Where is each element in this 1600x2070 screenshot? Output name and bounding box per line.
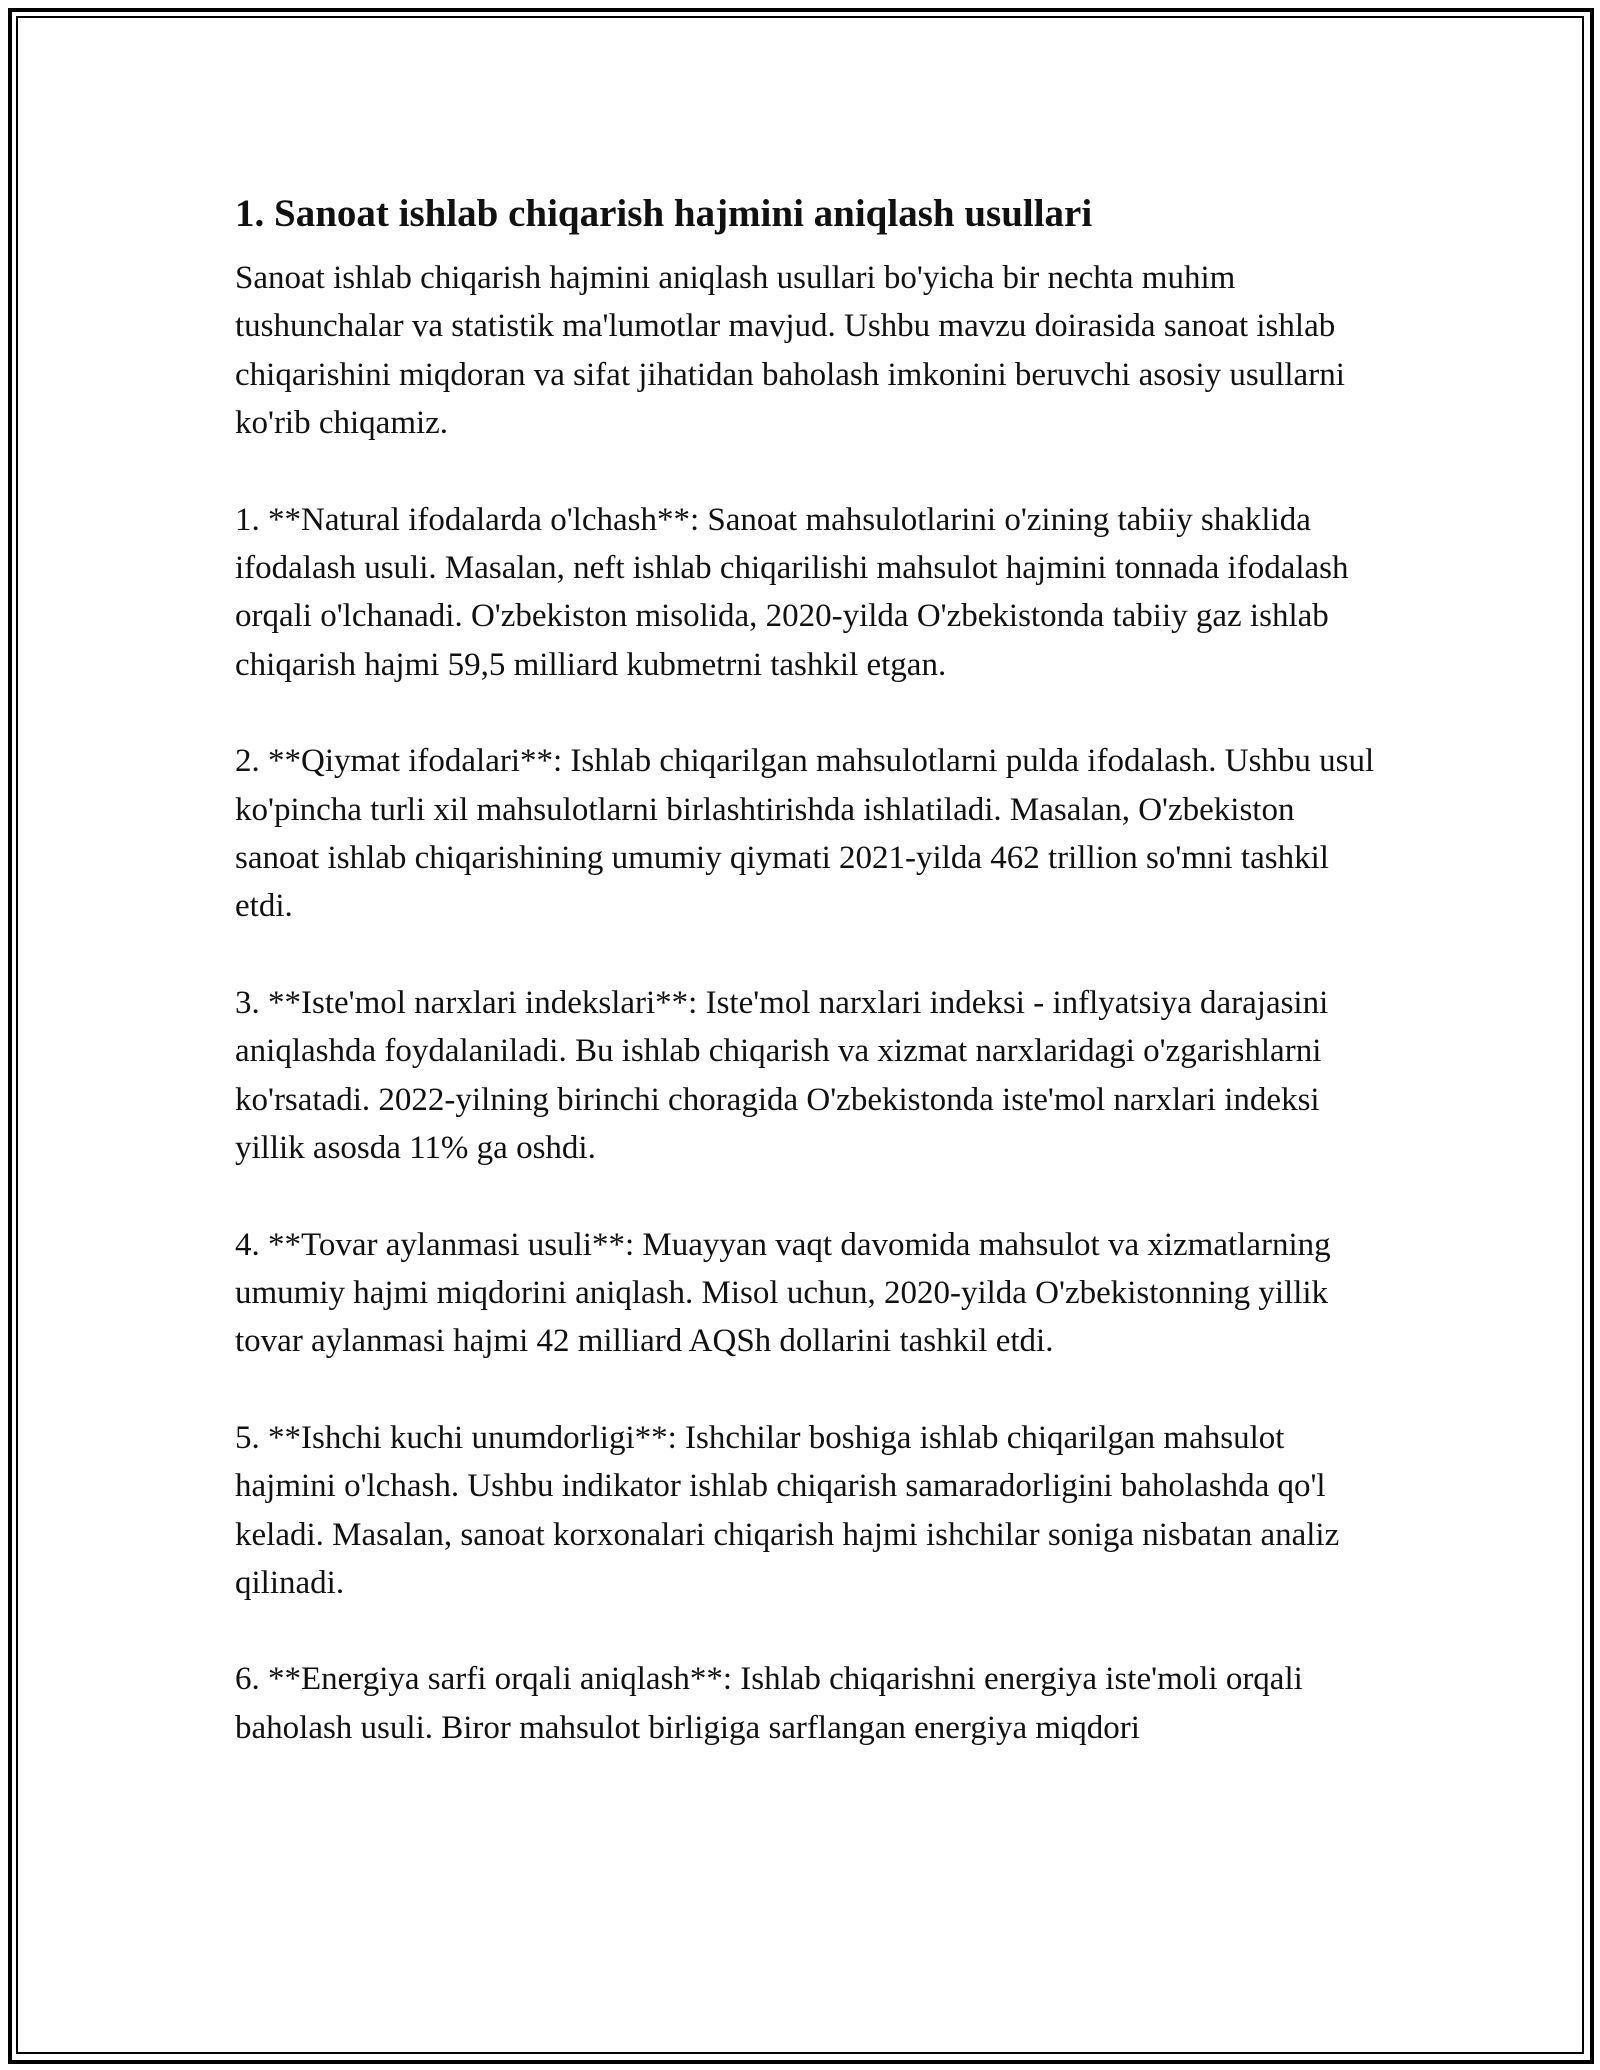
paragraph-trade-turnover: 4. **Tovar aylanmasi usuli**: Muayyan vaqt davomida mahsulot va xizmatlarning umumiy hajmi miqdorini aniqlash. Misol uchun, 2020-yilda O'zbekistonning yillik tovar aylanmasi hajmi 42 milliard AQSh dollarini tashkil etdi. — [235, 1226, 1331, 1360]
paragraph-consumer-price-index: 3. **Iste'mol narxlari indekslari**: Iste'mol narxlari indeksi - inflyatsiya darajasini aniqlashda foydalaniladi. Bu ishlab chiqarish va xizmat narxlaridagi o'zgarishlarni ko'rsatadi. 2022-yilning birinchi choragida O'zbekistonda iste'mol narxlari indeksi yillik asosda 11% ga oshdi. — [235, 984, 1329, 1167]
section-heading: 1. Sanoat ishlab chiqarish hajmini aniqlash usullari — [235, 192, 1093, 235]
paragraph-natural-measurement: 1. **Natural ifodalarda o'lchash**: Sanoat mahsulotlarini o'zining tabiiy shaklida ifodalash usuli. Masalan, neft ishlab chiqarilishi mahsulot hajmini tonnada ifodalash orqali o'lchanadi. O'zbekiston misolida, 2020-yilda O'zbekistonda tabiiy gaz ishlab chiqarish hajmi 59,5 milliard kubmetrni tashkil etgan. — [235, 501, 1349, 683]
paragraph-labor-productivity: 5. **Ishchi kuchi unumdorligi**: Ishchilar boshiga ishlab chiqarilgan mahsulot hajmini o'lchash. Ushbu indikator ishlab chiqarish samaradorligini baholashda qo'l keladi. Masalan, sanoat korxonalari chiqarish hajmi ishchilar soniga nisbatan analiz qilinadi. — [235, 1419, 1340, 1601]
paragraph-energy-consumption: 6. **Energiya sarfi orqali aniqlash**: Ishlab chiqarishni energiya iste'moli orqali baholash usuli. Biror mahsulot birligiga sarflangan energiya miqdori — [235, 1661, 1303, 1746]
document-body — [235, 188, 1375, 1800]
paragraph-value-expressions: 2. **Qiymat ifodalari**: Ishlab chiqarilgan mahsulotlarni pulda ifodalash. Ushbu usul ko'pincha turli xil mahsulotlarni birlashtirishda ishlatiladi. Masalan, O'zbekiston sanoat ishlab chiqarishining umumiy qiymati 2021-yilda 462 trillion so'mni tashkil etdi. — [235, 743, 1375, 925]
intro-paragraph: Sanoat ishlab chiqarish hajmini aniqlash usullari bo'yicha bir nechta muhim tushunchalar va statistik ma'lumotlar mavjud. Ushbu mavzu doirasida sanoat ishlab chiqarishini miqdoran va sifat jihatidan baholash imkonini beruvchi asosiy usullarni ko'rib chiqamiz. — [235, 260, 1345, 442]
